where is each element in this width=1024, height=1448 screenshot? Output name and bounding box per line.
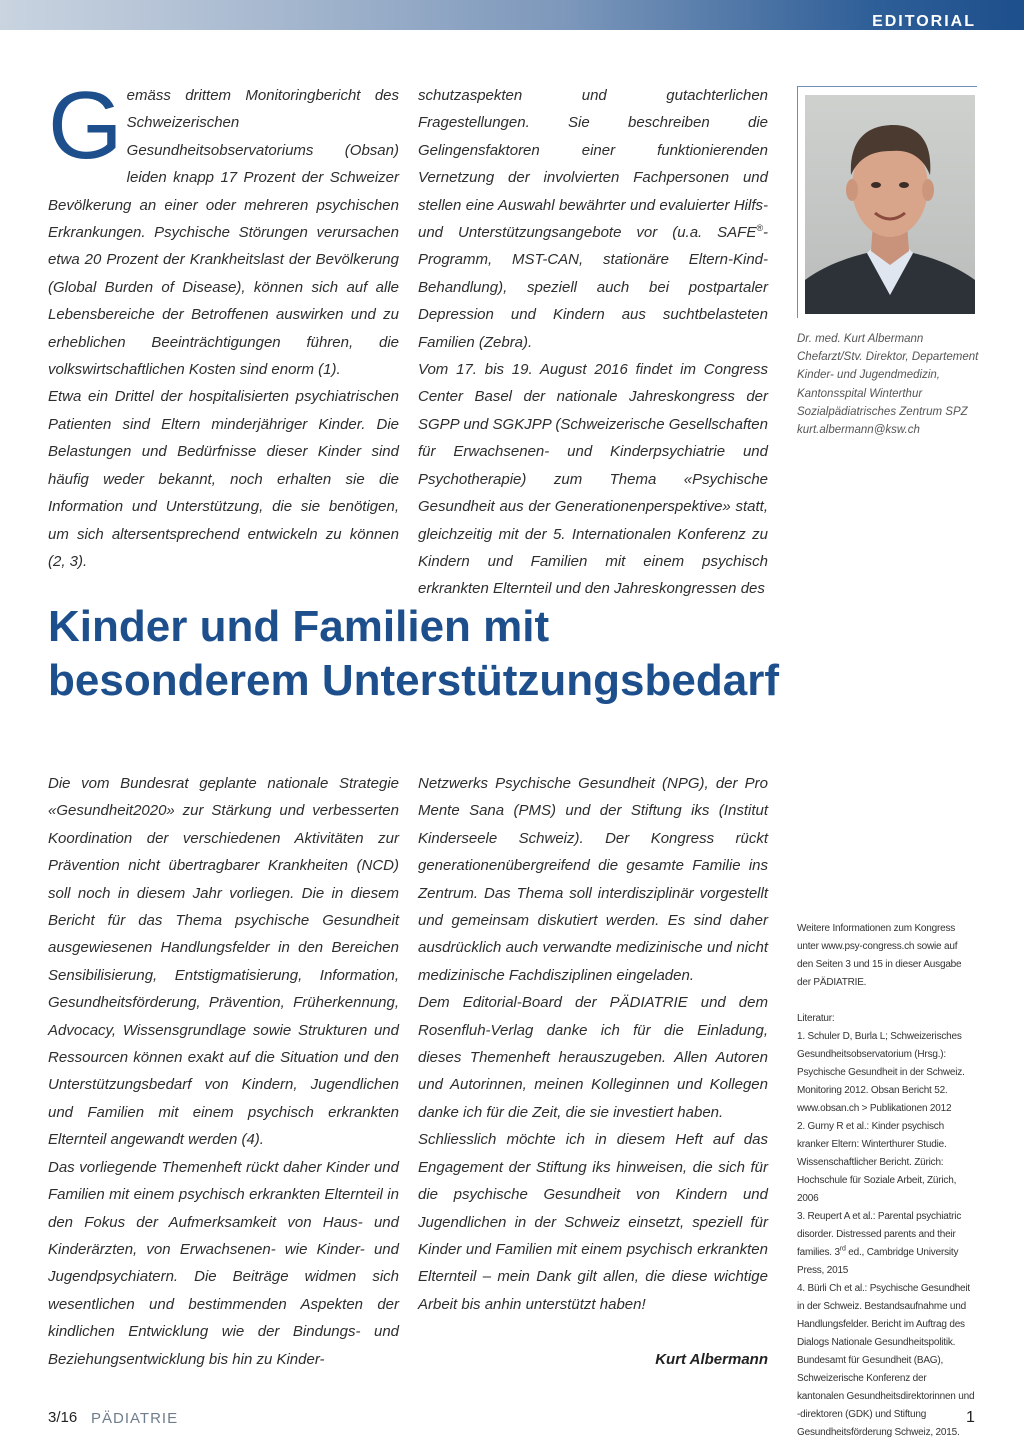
headline-line-1: Kinder und Familien mit (48, 602, 550, 651)
intro-paragraph-3-part-b: -Programm, MST-CAN, stationäre Eltern-Kind-Behandlung), speziell auch bei postpartaler Depression und Kindern aus suchtbelasteten Familien (Zebra). (418, 224, 768, 351)
author-name: Dr. med. Kurt Albermann (797, 333, 924, 345)
reference-2: 2. Gurny R et al.: Kinder psychisch kranker Eltern: Winterthurer Studie. Wissenschaftlicher Bericht. Zürich: Hochschule für Soziale Arbeit, Zürich, 2006 (797, 1121, 957, 1204)
ordinal-suffix: rd (839, 1245, 846, 1253)
congress-info-text: unter www.psy-congress.ch sowie auf den Seiten 3 und 15 in dieser Ausgabe der PÄDIATRIE. (797, 941, 962, 988)
author-department: Kinder- und Jugendmedizin, (797, 369, 940, 382)
intro-paragraph-4: Vom 17. bis 19. August 2016 findet im Congress Center Basel der nationale Jahreskongress der SGPP und SGKJPP (Schweizerische Gesellschaften für Erwachsenen- und Kinderpsychiatrie und Psychotherapie) zum Thema «Psychische Gesundheit aus der Generationenperspektive» statt, gleichzeitig mit der 5. Internationalen Konferenz zu Kindern und Familien mit einem psychisch erkrankten Elternteil und den Jahreskongressen des (418, 361, 768, 598)
sidebar-references (797, 920, 975, 1442)
body-column-left (48, 770, 399, 1373)
intro-paragraph-3 (418, 82, 768, 356)
author-caption (797, 330, 987, 439)
drop-cap: G (48, 72, 123, 179)
reference-3-part-b: ed., Cambridge University Press, 2015 (797, 1247, 959, 1276)
intro-column-left (48, 72, 399, 575)
body-paragraph-1: Die vom Bundesrat geplante nationale Strategie «Gesundheit2020» zur Stärkung und verbesserten Koordination der verschiedenen Aktivitäten zur Prävention nicht übertragbarer Krankheiten (NCD) soll noch in diesem Jahr vorliegen. Die in diesem Bericht für das Thema psychische Gesundheit ausgewiesenen Handlungsfelder in den Bereichen Sensibilisierung, Entstigmatisierung, Information, Gesundheitsförderung, Prävention, Früherkennung, Advocacy, Wissensgrundlage sowie Strukturen und Ressourcen können exakt auf die Situation und den Unterstützungsbedarf von Kindern, Jugendlichen und Familien mit einem psychisch erkrankten Elternteil angewandt werden (4). (48, 775, 399, 1149)
reference-4: 4. Bürli Ch et al.: Psychische Gesundheit in der Schweiz. Bestandsaufnahme und Handlungsfelder. Bericht im Auftrag des Dialogs Nationale Gesundheitspolitik. Bundesamt für Gesundheit (BAG), Schweizerische Konferenz der kantonalen Gesundheitsdirektorinnen und -direktoren (GDK) und Stiftung Gesundheitsförderung Schweiz, 2015. (797, 1283, 975, 1438)
footer-issue: 3/16 (48, 1409, 78, 1426)
congress-info-lead: Weitere Informationen zum Kongress (797, 923, 956, 934)
author-centre: Sozialpädiatrisches Zentrum SPZ (797, 405, 968, 418)
body-paragraph-3: Netzwerks Psychische Gesundheit (NPG), der Pro Mente Sana (PMS) und der Stiftung iks (Institut Kinderseele Schweiz). Der Kongress rückt generationenübergreifend die gesamte Familie ins Zentrum. Das Thema soll interdisziplinär vorgestellt und gemeinsam diskutiert werden. Es sind daher ausdrücklich auch verwandte medizinische und nicht medizinische Fachdisziplinen eingeladen. (418, 775, 768, 984)
body-column-right (418, 770, 768, 1318)
author-signature: Kurt Albermann (655, 1351, 768, 1368)
congress-info (797, 920, 975, 992)
body-paragraph-5: Schliesslich möchte ich in diesem Heft auf das Engagement der Stiftung iks hinweisen, die sich für die psychische Gesundheit von Kindern und Jugendlichen in der Schweiz einsetzt, speziell für Kinder und Familien mit einem psychisch erkrankten Elternteil – mein Dank gilt allen, die diese wichtige Arbeit bis anhin unterstützt haben! (418, 1131, 768, 1313)
section-label: EDITORIAL (872, 13, 976, 30)
article-headline (48, 600, 978, 708)
reference-3 (797, 1208, 975, 1280)
reference-1: 1. Schuler D, Burla L; Schweizerisches Gesundheitsobservatorium (Hrsg.): Psychische Gesundheit in der Schweiz. Monitoring 2012. Obsan Bericht 52. www.obsan.ch > Publikationen 2012 (797, 1031, 965, 1114)
body-paragraph-4: Dem Editorial-Board der PÄDIATRIE und dem Rosenfluh-Verlag danke ich für die Einladung, dieses Themenheft herauszugeben. Allen Autoren und Autorinnen, meinen Kolleginnen und Kollegen danke ich für die Zeit, die sie investiert haben. (418, 994, 768, 1121)
registered-mark: ® (756, 223, 763, 234)
author-position: Chefarzt/Stv. Direktor, Departement (797, 351, 979, 364)
body-paragraph-2: Das vorliegende Themenheft rückt daher Kinder und Familien mit einem psychisch erkrankten Elternteil in den Fokus der Aufmerksamkeit von Haus- und Kinderärzten, von Erwachsenen- wie Kinder- und Jugendpsychiatern. Die Beiträge widmen sich wesentlichen und bestimmenden Aspekten der kindlichen Entwicklung wie der Bindungs- und Beziehungsentwicklung bis hin zu Kinder- (48, 1158, 399, 1368)
headline-line-2: besonderem Unterstützungsbedarf (48, 656, 779, 705)
intro-paragraph-2: Etwa ein Drittel der hospitalisierten psychiatrischen Patienten sind Eltern minderjähriger Kinder. Die Belastungen und Bedürfnisse dieser Kinder sind häufig weder bekannt, noch erhalten sie die Information und Unterstützung, die sie benötigen, um sich altersentsprechend entwickeln zu können (2, 3). (48, 388, 399, 570)
literature-title: Literatur: (797, 1013, 835, 1024)
page-number: 1 (966, 1409, 975, 1426)
intro-paragraph-1: emäss drittem Monitoringbericht des Schweizerischen Gesundheitsobservatoriums (Obsan) leiden knapp 17 Prozent der Schweizer Bevölkerung an einer oder mehreren psychischen Erkrankungen. Psychische Störungen verursachen etwa 20 Prozent der Krankheitslast der Bevölkerung (Global Burden of Disease), können sich auf alle Lebensbereiche der Betroffenen auswirken und zu erheblichen Beeinträchtigungen führen, die volkswirtschaftlichen Kosten sind enorm (1). (48, 87, 399, 379)
author-photo (805, 95, 975, 314)
footer-magazine: PÄDIATRIE (91, 1410, 179, 1427)
author-hospital: Kantonsspital Winterthur (797, 387, 923, 400)
author-email[interactable]: kurt.albermann@ksw.ch (797, 424, 920, 437)
intro-column-right (418, 82, 768, 603)
reference-3-part-a: 3. Reupert A et al.: Parental psychiatric disorder. Distressed parents and their families. 3 (797, 1211, 962, 1258)
header-bar (0, 0, 1024, 30)
intro-paragraph-3-part-a: schutzaspekten und gutachterlichen Fragestellungen. Sie beschreiben die Gelingensfaktoren einer funktionierenden Vernetzung der involvierten Fachpersonen und stellen eine Auswahl bewährter und evaluierter Hilfs- und Unterstützungsangebote vor (u.a. SAFE (418, 87, 768, 242)
